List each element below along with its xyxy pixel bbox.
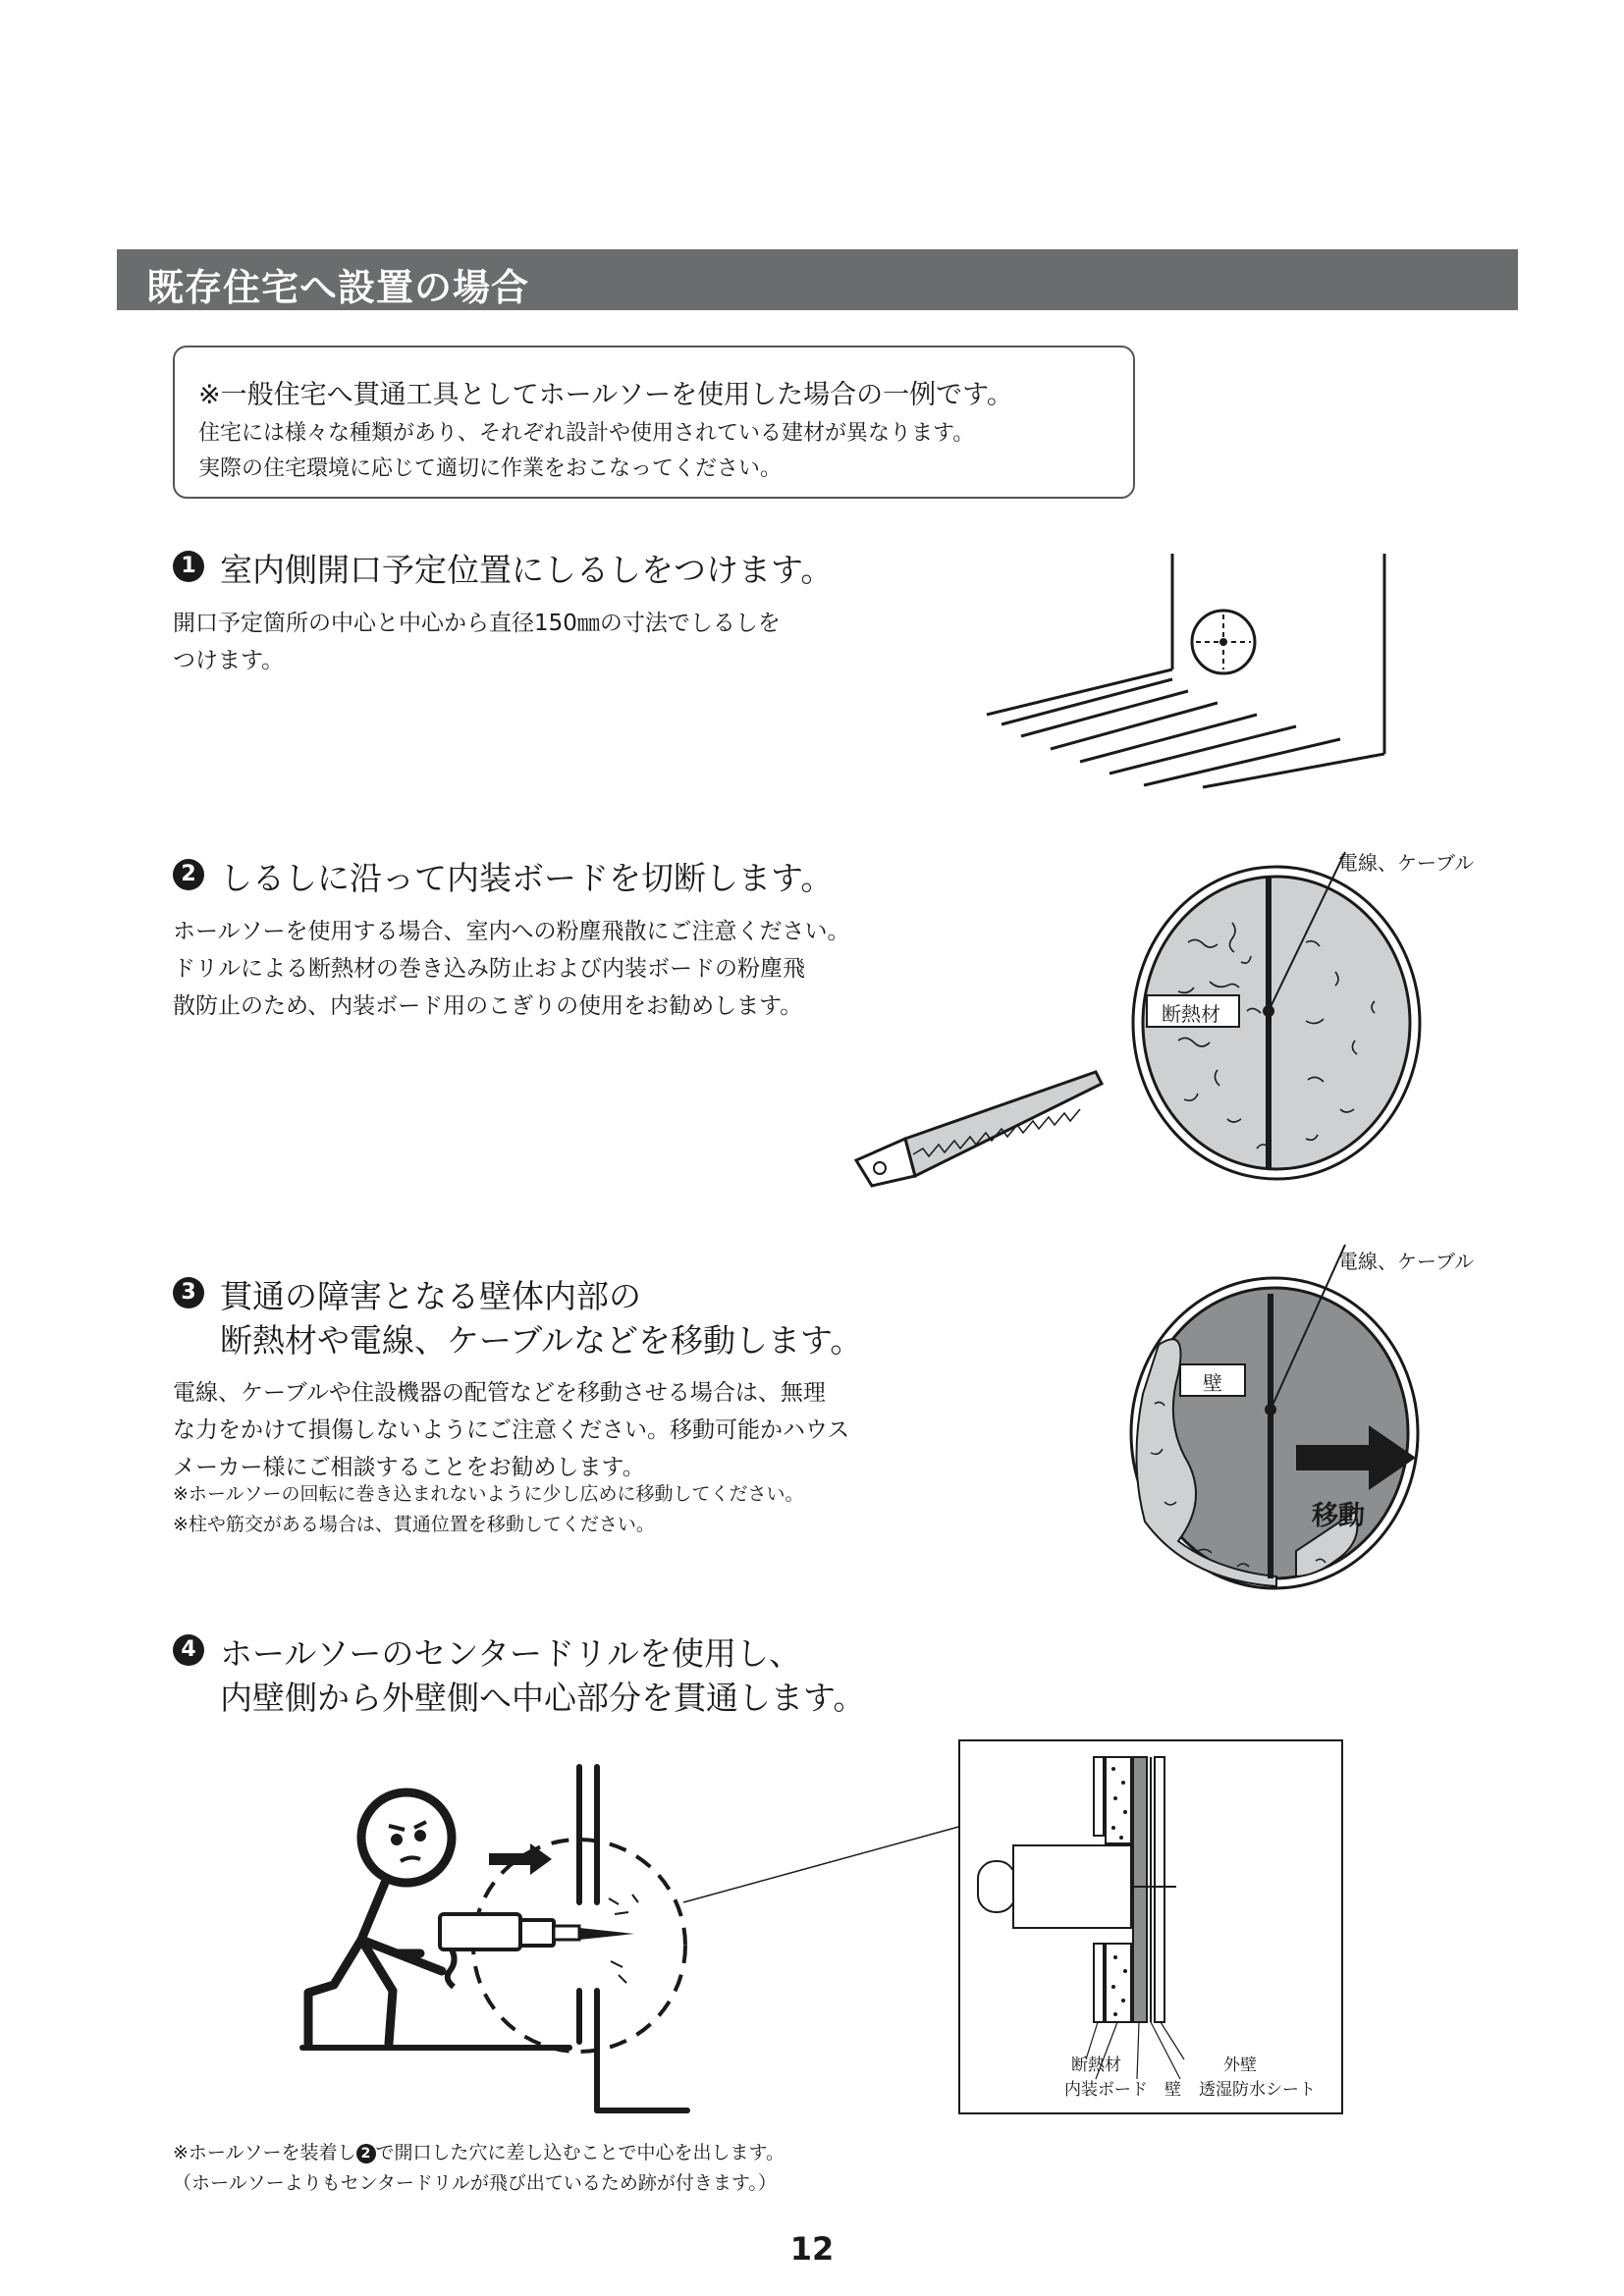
- footnote-line-1: [173, 2138, 785, 2168]
- step-2-body-line: 散防止のため、内装ボード用のこぎりの使用をお勧めします。: [173, 993, 803, 1019]
- page-number: 12: [789, 2230, 835, 2268]
- step-4-title-line-2: 内壁側から外壁側へ中心部分を貫通します。: [220, 1679, 866, 1717]
- marking-illustration: [982, 550, 1414, 805]
- step-2-cable-label: 電線、ケーブル: [1338, 851, 1475, 875]
- step-2-number: 2: [173, 859, 204, 890]
- notice-box: [173, 346, 1135, 499]
- notice-line-2: 住宅には様々な種類があり、それぞれ設計や使用されている建材が異なります。: [198, 421, 975, 446]
- step-2-insulation-label: 断熱材: [1162, 1002, 1220, 1026]
- step-3-number: 3: [173, 1277, 204, 1308]
- detail-sheet-label: 透湿防水シート: [1199, 2080, 1316, 2100]
- step-1-body: [173, 605, 781, 679]
- section-header-bar: [117, 249, 1518, 310]
- notice-line-3: 実際の住宅環境に応じて適切に作業をおこなってください。: [198, 456, 783, 481]
- step-3-note: ※柱や筋交がある場合は、貫通位置を移動してください。: [173, 1514, 655, 1535]
- step-3-title-line-1: 貫通の障害となる壁体内部の: [220, 1277, 641, 1315]
- detail-wall-label: 壁: [1164, 2080, 1181, 2100]
- worker-icon: [308, 1792, 452, 2044]
- center-mark-icon: [1192, 611, 1255, 673]
- footnote: [173, 2138, 785, 2199]
- step-1-body-line: 開口予定箇所の中心と中心から直径150㎜の寸法でしるしを: [173, 611, 781, 636]
- step-2-title: しるしに沿って内装ボードを切断します。: [220, 859, 834, 897]
- detail-inner-board-label: 内装ボード: [1064, 2080, 1148, 2100]
- step-3-body: [173, 1374, 849, 1486]
- saw-icon: [856, 1072, 1102, 1186]
- step-3-body-line: な力をかけて損傷しないようにご注意ください。移動可能かハウス: [173, 1417, 850, 1443]
- step-3-move-label: 移動: [1312, 1501, 1365, 1531]
- footnote-step-number: 2: [356, 2144, 376, 2163]
- footnote-text: で開口した穴に差し込むことで中心を出します。: [375, 2142, 785, 2163]
- footnote-line-2: （ホールソーよりもセンタードリルが飛び出ているため跡が付きます。）: [173, 2172, 777, 2194]
- step-3-body-line: 電線、ケーブルや住設機器の配管などを移動させる場合は、無理: [173, 1380, 826, 1406]
- drilling-illustration: [295, 1757, 982, 2120]
- step-1-title: 室内側開口予定位置にしるしをつけます。: [220, 551, 834, 589]
- direction-arrow-icon: [489, 1843, 552, 1875]
- step-3-note: ※ホールソーの回転に巻き込まれないように少し広めに移動してください。: [173, 1483, 804, 1505]
- step-3-cable-label: 電線、ケーブル: [1338, 1250, 1475, 1273]
- step-2-body-line: ドリルによる断熱材の巻き込み防止および内装ボードの粉塵飛: [173, 956, 805, 982]
- step-3-wall-label: 壁: [1203, 1371, 1222, 1395]
- detail-insulation-label: 断熱材: [1071, 2056, 1121, 2075]
- step-4-number: 4: [173, 1634, 204, 1666]
- wall-section-diagram: [958, 1739, 1343, 2114]
- step-1-body-line: つけます。: [173, 648, 285, 673]
- cutting-illustration: [844, 864, 1375, 1198]
- section-title: 既存住宅へ設置の場合: [146, 266, 530, 309]
- detail-outer-wall-label: 外壁: [1223, 2056, 1257, 2075]
- step-3-body-line: メーカー様にご相談することをお勧めします。: [173, 1455, 645, 1480]
- step-2-body: [173, 913, 850, 1025]
- step-3-title-line-2: 断熱材や電線、ケーブルなどを移動します。: [220, 1321, 863, 1360]
- step-1-number: 1: [173, 551, 204, 582]
- notice-line-1: ※一般住宅へ貫通工具としてホールソーを使用した場合の一例です。: [198, 380, 1013, 410]
- moving-illustration: [1070, 1266, 1424, 1600]
- step-3-notes: [173, 1479, 804, 1540]
- step-4-title-line-1: ホールソーのセンタードリルを使用し、: [220, 1634, 802, 1673]
- drill-icon: [440, 1914, 634, 1987]
- step-2-body-line: ホールソーを使用する場合、室内への粉塵飛散にご注意ください。: [173, 919, 850, 944]
- footnote-text: ※ホールソーを装着し: [173, 2142, 356, 2163]
